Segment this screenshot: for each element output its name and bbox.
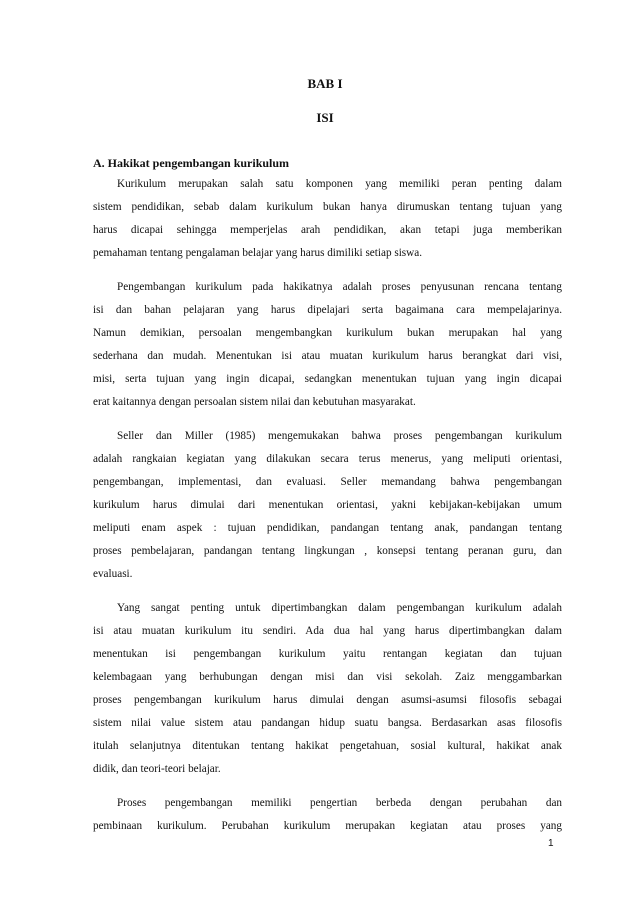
- text-line: sederhana dan mudah. Menentukan isi atau muatan kurikulum harus berangkat dari visi,: [93, 350, 562, 362]
- text-line: Proses pengembangan memiliki pengertian berbeda dengan perubahan dan: [117, 797, 562, 809]
- page-number: 1: [548, 838, 554, 849]
- text-line: Pengembangan kurikulum pada hakikatnya adalah proses penyusunan rencana tentang: [117, 281, 562, 293]
- text-line: isi atau muatan kurikulum itu sendiri. Ada dua hal yang harus dipertimbangkan dalam: [93, 625, 562, 637]
- text-line: Kurikulum merupakan salah satu komponen yang memiliki peran penting dalam: [117, 178, 562, 190]
- text-line: proses pembelajaran, pandangan tentang lingkungan , konsepsi tentang peranan guru, dan: [93, 545, 562, 557]
- section-heading: A. Hakikat pengembangan kurikulum: [93, 156, 290, 170]
- text-line: menentukan isi pengembangan kurikulum yaitu rentangan kegiatan dan tujuan: [93, 648, 562, 660]
- text-line: Seller dan Miller (1985) mengemukakan bahwa proses pengembangan kurikulum: [117, 430, 562, 442]
- text-line: kelembagaan yang berhubungan dengan misi dan visi sekolah. Zaiz menggambarkan: [93, 671, 562, 683]
- text-line: didik, dan teori-teori belajar.: [93, 763, 221, 775]
- text-line: Yang sangat penting untuk dipertimbangkan dalam pengembangan kurikulum adalah: [117, 602, 562, 614]
- text-line: sistem pendidikan, sebab dalam kurikulum bukan hanya dirumuskan tentang tujuan yang: [93, 201, 562, 213]
- text-line: pengembangan, implementasi, dan evaluasi. Seller memandang bahwa pengembangan: [93, 476, 562, 488]
- text-line: erat kaitannya dengan persoalan sistem nilai dan kebutuhan masyarakat.: [93, 396, 416, 408]
- text-line: itulah selanjutnya ditentukan tentang hakikat pengetahuan, sosial kultural, hakikat anak: [93, 740, 562, 752]
- text-line: harus dicapai sehingga memperjelas arah pendidikan, akan tetapi juga memberikan: [93, 224, 562, 236]
- text-line: evaluasi.: [93, 568, 133, 580]
- text-line: meliputi enam aspek : tujuan pendidikan, pandangan tentang anak, pandangan tentang: [93, 522, 562, 534]
- text-line: Namun demikian, persoalan mengembangkan kurikulum bukan merupakan hal yang: [93, 327, 562, 339]
- chapter-subtitle: ISI: [316, 110, 334, 125]
- text-line: isi dan bahan pelajaran yang harus dipelajari serta bagaimana cara mempelajarinya.: [93, 304, 562, 316]
- text-line: pemahaman tentang pengalaman belajar yang harus dimiliki setiap siswa.: [93, 247, 422, 259]
- text-line: misi, serta tujuan yang ingin dicapai, sedangkan menentukan tujuan yang ingin dicapai: [93, 373, 562, 385]
- text-line: proses pengembangan kurikulum harus dimulai dengan asumsi-asumsi filosofis sebagai: [93, 694, 562, 706]
- text-line: sistem nilai value sistem atau pandangan hidup suatu bangsa. Berdasarkan asas filosofis: [93, 717, 562, 729]
- text-line: adalah rangkaian kegiatan yang dilakukan secara terus menerus, yang meliputi orientasi,: [93, 453, 562, 465]
- text-line: pembinaan kurikulum. Perubahan kurikulum merupakan kegiatan atau proses yang: [93, 820, 562, 832]
- text-line: kurikulum harus dimulai dari menentukan orientasi, yakni kebijakan-kebijakan umum: [93, 499, 562, 511]
- chapter-title: BAB I: [307, 76, 343, 91]
